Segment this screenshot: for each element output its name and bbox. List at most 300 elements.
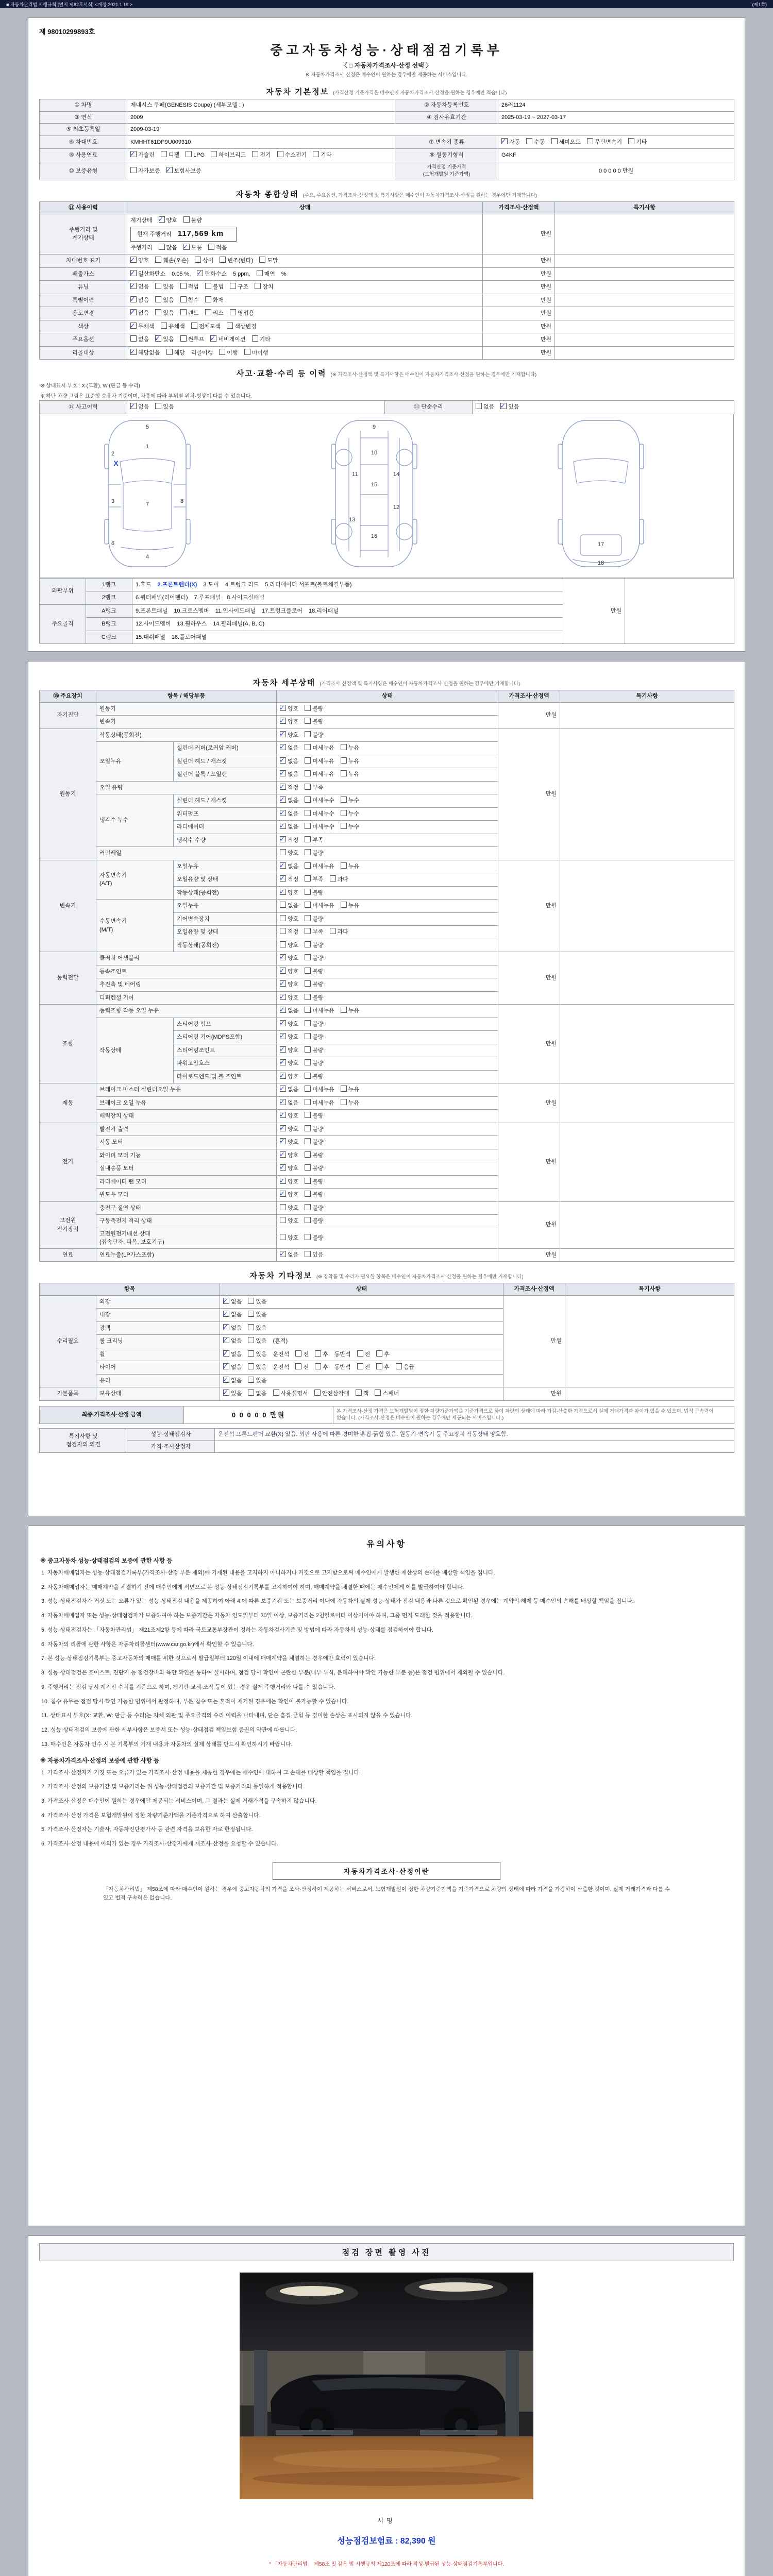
- cell: 만원: [483, 346, 555, 360]
- checkbox[interactable]: [252, 335, 258, 342]
- checkbox[interactable]: [305, 849, 311, 855]
- checkbox[interactable]: [305, 757, 311, 764]
- checkbox[interactable]: [155, 257, 161, 263]
- checkbox[interactable]: [305, 1007, 311, 1013]
- checkbox[interactable]: [500, 403, 507, 409]
- checkbox[interactable]: [277, 151, 283, 157]
- checkbox[interactable]: [180, 296, 187, 302]
- cell: 윈도우 모터: [96, 1189, 277, 1202]
- checkbox[interactable]: [341, 810, 347, 816]
- checkbox[interactable]: [341, 862, 347, 869]
- checkbox[interactable]: [341, 770, 347, 776]
- cell: 양호 불량: [277, 939, 498, 952]
- checkbox[interactable]: [248, 1377, 254, 1383]
- checkbox[interactable]: [305, 1138, 311, 1144]
- legal-footnote: * 「자동차관리법」 제58조 및 같은 법 시행규칙 제120조에 따라 작성·발급된 성능·상태점검기록부입니다.: [268, 2562, 504, 2567]
- cell: ✓ 없음 미세누수 누수: [277, 821, 498, 834]
- cell: 배출가스: [40, 267, 127, 281]
- cell: ✓ 양호 불량: [277, 1149, 498, 1162]
- card-detail-condition: [28, 661, 745, 1516]
- checkbox[interactable]: [280, 744, 286, 750]
- checkbox[interactable]: [191, 323, 197, 329]
- checkbox[interactable]: [280, 784, 286, 790]
- checkbox[interactable]: [248, 1363, 254, 1369]
- checkbox[interactable]: [280, 810, 286, 816]
- panel-number-label: 6: [111, 540, 115, 547]
- cell: 기본품목: [40, 1387, 96, 1401]
- checkbox[interactable]: [305, 1151, 311, 1158]
- checkbox[interactable]: [186, 151, 192, 157]
- checkbox[interactable]: [280, 849, 286, 855]
- checkbox[interactable]: [223, 1298, 229, 1304]
- checkbox[interactable]: [628, 138, 634, 144]
- checkbox[interactable]: [183, 244, 190, 250]
- checkbox[interactable]: [248, 1350, 254, 1357]
- checkbox[interactable]: [130, 403, 137, 409]
- panel-number-label: 17: [597, 541, 604, 548]
- panel-number-label: 15: [371, 481, 378, 488]
- cell: [555, 307, 734, 320]
- cell: ✓ 없음 있음: [220, 1321, 503, 1335]
- checkbox[interactable]: [259, 257, 265, 263]
- cell: 2009-03-19: [127, 124, 734, 136]
- checkbox[interactable]: [330, 875, 336, 882]
- cell: B랭크: [86, 618, 132, 631]
- overall-condition-table: [39, 201, 734, 360]
- notice-item: 4. 가격조사·산정 가격은 보험개발원이 정한 차량기준가액을 기준가격으로 하여 산출합니다.: [41, 1812, 261, 1819]
- checkbox[interactable]: [280, 731, 286, 737]
- cell: 작동상태(공회전): [174, 886, 277, 900]
- checkbox[interactable]: [305, 770, 311, 776]
- checkbox[interactable]: [280, 1112, 286, 1118]
- checkbox[interactable]: [155, 403, 161, 409]
- section-title-etc: 자동차 기타정보 (※ 장착품 및 수리가 필요한 항목은 매수인이 자동차가격조사·산정을 원하는 경우에만 기재합니다): [249, 1272, 524, 1280]
- checkbox[interactable]: [280, 968, 286, 974]
- checkbox[interactable]: [130, 283, 137, 289]
- checkbox[interactable]: [305, 1234, 311, 1240]
- cell: 만원: [503, 1387, 565, 1401]
- checkbox[interactable]: [356, 1389, 362, 1396]
- checkbox[interactable]: [195, 257, 201, 263]
- checkbox[interactable]: [280, 1217, 286, 1223]
- checkbox[interactable]: [280, 1191, 286, 1197]
- cell: ⑫ 사고이력: [40, 401, 127, 414]
- cell: ✓ 양호 불량: [277, 1175, 498, 1189]
- checkbox[interactable]: [341, 1086, 347, 1092]
- checkbox[interactable]: [280, 994, 286, 1000]
- checkbox[interactable]: [305, 823, 311, 829]
- checkbox[interactable]: [280, 941, 286, 947]
- checkbox[interactable]: [280, 1086, 286, 1092]
- checkbox[interactable]: [280, 902, 286, 908]
- cell: 만원: [563, 578, 625, 644]
- checkbox[interactable]: [180, 283, 187, 289]
- cell: 오일누유: [174, 900, 277, 913]
- photo-section-title: 점검 장면 촬영 사진: [39, 2243, 734, 2261]
- checkbox[interactable]: [305, 1125, 311, 1131]
- price-option-select[interactable]: 〈 □ 자동차가격조사·산정 선택 〉: [341, 62, 432, 69]
- cell: 만원: [498, 1248, 560, 1262]
- cell: 타이어: [96, 1361, 220, 1375]
- cell: 특기사항 및 점검자의 의견: [40, 1429, 127, 1453]
- cell: 원동기: [40, 728, 96, 860]
- checkbox[interactable]: [305, 862, 311, 869]
- checkbox[interactable]: [230, 309, 236, 315]
- checkbox[interactable]: [130, 335, 137, 342]
- cell: 만원: [498, 702, 560, 728]
- basic-table: [39, 99, 734, 180]
- checkbox[interactable]: [280, 823, 286, 829]
- checkbox[interactable]: [159, 216, 165, 223]
- checkbox[interactable]: [223, 1311, 229, 1317]
- checkbox[interactable]: [476, 403, 482, 409]
- checkbox[interactable]: [376, 1363, 382, 1369]
- checkbox[interactable]: [280, 1059, 286, 1065]
- cell: [560, 1005, 734, 1083]
- checkbox[interactable]: [205, 296, 211, 302]
- checkbox[interactable]: [305, 954, 311, 960]
- checkbox[interactable]: [155, 335, 161, 342]
- page-title: 중고자동차성능·상태점검기록부: [270, 43, 503, 58]
- cell: ✓ 없음 미세누유 누유: [277, 860, 498, 873]
- checkbox[interactable]: [130, 309, 137, 315]
- checkbox[interactable]: [257, 270, 263, 276]
- cell: 전기: [40, 1123, 96, 1201]
- checkbox[interactable]: [252, 151, 258, 157]
- panel-number-label: 7: [145, 501, 149, 507]
- checkbox[interactable]: [587, 138, 593, 144]
- cell: 특기사항: [555, 202, 734, 214]
- checkbox[interactable]: [161, 323, 167, 329]
- checkbox[interactable]: [357, 1350, 363, 1357]
- checkbox[interactable]: [305, 1020, 311, 1026]
- checkbox[interactable]: [273, 1389, 279, 1396]
- cell: 오일누유: [174, 860, 277, 873]
- checkbox[interactable]: [341, 796, 347, 803]
- checkbox[interactable]: [375, 1389, 381, 1396]
- checkbox[interactable]: [305, 784, 311, 790]
- checkbox[interactable]: [280, 1007, 286, 1013]
- detail-table: [39, 690, 734, 1262]
- cell: 상태: [277, 690, 498, 703]
- checkbox[interactable]: [208, 244, 214, 250]
- cell: [560, 728, 734, 860]
- cell: ✓ 양호 불량: [277, 978, 498, 992]
- cell: 만원: [498, 952, 560, 1005]
- cell: 가격·조사산정자: [127, 1440, 215, 1453]
- checkbox[interactable]: [314, 1389, 321, 1396]
- checkbox[interactable]: [155, 296, 161, 302]
- checkbox[interactable]: [230, 283, 236, 289]
- form-reference: ■ 자동차관리법 시행규칙 [별지 제82호서식] <개정 2021.1.19.>: [6, 2, 132, 7]
- checkbox[interactable]: [248, 1389, 254, 1396]
- checkbox[interactable]: [280, 1020, 286, 1026]
- cell: 튜닝: [40, 281, 127, 294]
- checkbox[interactable]: [305, 810, 311, 816]
- cell: 만원: [483, 320, 555, 333]
- checkbox[interactable]: [155, 309, 161, 315]
- section-title-detail: 자동차 세부상태 (가격조사·산정액 및 특기사항은 매수인이 자동차가격조사·산정을 원하는 경우에만 기재합니다): [253, 679, 520, 687]
- basic-info-table: [39, 99, 734, 180]
- checkbox[interactable]: [280, 705, 286, 711]
- checkbox[interactable]: [280, 1046, 286, 1053]
- checkbox[interactable]: [166, 349, 173, 355]
- checkbox[interactable]: [197, 270, 203, 276]
- cell: 항목 / 해당부품: [96, 690, 277, 703]
- checkbox[interactable]: [205, 309, 211, 315]
- checkbox[interactable]: [248, 1337, 254, 1343]
- cell: 만원: [483, 267, 555, 281]
- cell: ⑨ 원동기형식: [395, 149, 498, 162]
- cell: 변속기: [40, 860, 96, 952]
- checkbox[interactable]: [305, 1204, 311, 1210]
- cell: 9.프론트패널 10.크로스멤버 11.인사이드패널 17.트렁크플로어 18.리어패널: [132, 604, 563, 618]
- checkbox[interactable]: [280, 1204, 286, 1210]
- checkbox[interactable]: [305, 915, 311, 921]
- checkbox[interactable]: [130, 323, 137, 329]
- checkbox[interactable]: [220, 257, 226, 263]
- checkbox[interactable]: [341, 744, 347, 750]
- cell: ✓ 무채색 유채색 전체도색 색상변경: [127, 320, 483, 333]
- checkbox[interactable]: [211, 151, 217, 157]
- cell: 가격조사·산정액: [483, 202, 555, 214]
- checkbox[interactable]: [305, 836, 311, 842]
- cell: 운전석 프론트펜더 교환(X) 있음. 외판 사용에 따른 경미한 흠집·긁힘 있음. 원동기·변속기 등 주요장치 작동상태 양호함.: [215, 1429, 734, 1441]
- cell: 룸 크리닝: [96, 1335, 220, 1348]
- checkbox[interactable]: [166, 167, 173, 173]
- checkbox[interactable]: [280, 1125, 286, 1131]
- checkbox[interactable]: [219, 349, 225, 355]
- checkbox[interactable]: [280, 1033, 286, 1039]
- cell: 본 가격조사·산정 가격은 보험개발원이 정한 차량기준가액을 기준가격으로 하여 차량의 상태에 따라 가감·산출한 가격으로서 실제 거래가격과 차이가 있을 수 있으며, 법적 구속력이 없습니다. (가격조사·산정은 매수인이 원하는 경우에만 제공되는 서비스입니다.): [333, 1406, 734, 1424]
- cell: 가격조사·산정액: [498, 690, 560, 703]
- checkbox[interactable]: [315, 1363, 321, 1369]
- cell: 만원: [503, 1295, 565, 1387]
- checkbox[interactable]: [280, 928, 286, 934]
- checkbox[interactable]: [341, 902, 347, 908]
- cell: ✓ 없음 있음: [220, 1374, 503, 1387]
- checkbox[interactable]: [280, 889, 286, 895]
- checkbox[interactable]: [305, 718, 311, 724]
- checkbox[interactable]: [280, 862, 286, 869]
- checkbox[interactable]: [248, 1311, 254, 1317]
- checkbox[interactable]: [180, 335, 187, 342]
- checkbox[interactable]: [183, 216, 190, 223]
- checkbox[interactable]: [305, 1033, 311, 1039]
- cell: 만원: [498, 1083, 560, 1123]
- cell: [560, 1248, 734, 1262]
- checkbox[interactable]: [341, 1007, 347, 1013]
- cell: 오일 유량: [96, 781, 277, 794]
- checkbox[interactable]: [305, 889, 311, 895]
- checkbox[interactable]: [341, 823, 347, 829]
- checkbox[interactable]: [305, 1251, 311, 1257]
- checkbox[interactable]: [280, 875, 286, 882]
- cell: ✓ 없음 있음: [277, 1248, 498, 1262]
- checkbox[interactable]: [161, 151, 167, 157]
- cell: 만원: [483, 307, 555, 320]
- cell: ✓ 양호 불량: [277, 728, 498, 742]
- card-basic-info: [28, 18, 745, 652]
- checkbox[interactable]: [248, 1298, 254, 1304]
- checkbox[interactable]: [130, 151, 137, 157]
- panel-number-label: 13: [348, 516, 356, 523]
- cell: G4KF: [498, 149, 734, 162]
- checkbox[interactable]: [305, 1191, 311, 1197]
- checkbox[interactable]: [130, 270, 137, 276]
- checkbox[interactable]: [223, 1337, 229, 1343]
- checkbox[interactable]: [280, 915, 286, 921]
- cell: 상태: [220, 1283, 503, 1296]
- cell: 추진축 및 베어링: [96, 978, 277, 992]
- cell: 주요옵션: [40, 333, 127, 347]
- cell: [560, 702, 734, 728]
- checkbox[interactable]: [223, 1389, 229, 1396]
- cell: 없음 ✓ 있음: [473, 401, 734, 414]
- checkbox[interactable]: [223, 1350, 229, 1357]
- cell: 없음 미세누유 누유: [277, 900, 498, 913]
- checkbox[interactable]: [205, 283, 211, 289]
- cell: 색상: [40, 320, 127, 333]
- checkbox[interactable]: [180, 309, 187, 315]
- checkbox[interactable]: [227, 323, 233, 329]
- checkbox[interactable]: [130, 349, 137, 355]
- inspection-insurance-fee: 성능점검보험료 : 82,390 원: [337, 2537, 436, 2546]
- checkbox[interactable]: [155, 283, 161, 289]
- checkbox[interactable]: [280, 954, 286, 960]
- checkbox[interactable]: [305, 1112, 311, 1118]
- checkbox[interactable]: [280, 836, 286, 842]
- checkbox[interactable]: [551, 138, 558, 144]
- checkbox[interactable]: [305, 705, 311, 711]
- cell: ✓ 없음 있음: [220, 1309, 503, 1322]
- checkbox[interactable]: [305, 1217, 311, 1223]
- checkbox[interactable]: [305, 1086, 311, 1092]
- checkbox[interactable]: [223, 1377, 229, 1383]
- checkbox[interactable]: [248, 1324, 254, 1330]
- cell: 냉각수 누수: [96, 794, 174, 847]
- checkbox[interactable]: [305, 744, 311, 750]
- cell: ✓ 없음 미세누유 누유: [277, 1096, 498, 1110]
- cell: 최종 가격조사·산정 금액: [40, 1406, 184, 1424]
- checkbox[interactable]: [305, 875, 311, 882]
- cell: ✓ 양호 불량: [277, 1123, 498, 1136]
- checkbox[interactable]: [280, 757, 286, 764]
- checkbox[interactable]: [280, 718, 286, 724]
- signature-label[interactable]: 서명: [377, 2517, 396, 2524]
- checkbox[interactable]: [305, 1099, 311, 1105]
- cell: 오일누유: [96, 742, 174, 782]
- checkbox[interactable]: [223, 1363, 229, 1369]
- checkbox[interactable]: [305, 1046, 311, 1053]
- checkbox[interactable]: [305, 1178, 311, 1184]
- checkbox[interactable]: [280, 1164, 286, 1171]
- cell: ✓ 양호 불량: [277, 1057, 498, 1071]
- cell: 브레이크 오일 누유: [96, 1096, 277, 1110]
- checkbox[interactable]: [305, 1073, 311, 1079]
- cell: 2025-03-19 ~ 2027-03-17: [498, 111, 734, 124]
- checkbox[interactable]: [280, 1138, 286, 1144]
- checkbox[interactable]: [244, 349, 250, 355]
- panel-number-label: 4: [145, 553, 149, 560]
- checkbox[interactable]: [305, 796, 311, 803]
- checkbox[interactable]: [305, 731, 311, 737]
- checkbox[interactable]: [280, 796, 286, 803]
- cell: 실린더 커버(로커암 커버): [174, 742, 277, 755]
- notice-head-pricing: ※ 자동차가격조사·산정의 보증에 관한 사항 등: [40, 1757, 159, 1764]
- panel-number-label: 12: [393, 504, 400, 511]
- cell: ⑤ 최초등록일: [40, 124, 127, 136]
- checkbox[interactable]: [376, 1350, 382, 1357]
- checkbox[interactable]: [280, 770, 286, 776]
- notice-list-performance: [39, 1569, 734, 1749]
- checkbox[interactable]: [280, 1234, 286, 1240]
- panel-number-label: 8: [180, 498, 184, 504]
- checkbox[interactable]: [357, 1363, 363, 1369]
- panel-number-label: 2: [111, 450, 115, 457]
- checkbox[interactable]: [280, 1251, 286, 1257]
- checkbox[interactable]: [305, 902, 311, 908]
- cell: ✓ 일산화탄소 0.05 %, ✓ 탄화수소 5 ppm, 매연 %: [127, 267, 483, 281]
- finalPrice-table: [39, 1406, 734, 1425]
- checkbox[interactable]: [305, 1164, 311, 1171]
- notice-item: 13. 매수인은 자동차 인수 시 본 기록부의 기재 내용과 자동차의 실제 상태를 반드시 확인하시기 바랍니다.: [41, 1741, 293, 1748]
- checkbox[interactable]: [159, 244, 165, 250]
- checkbox[interactable]: [223, 1324, 229, 1330]
- checkbox[interactable]: [130, 167, 137, 173]
- checkbox[interactable]: [305, 941, 311, 947]
- cell: [560, 1201, 734, 1248]
- checkbox[interactable]: [305, 980, 311, 987]
- checkbox[interactable]: [305, 928, 311, 934]
- checkbox[interactable]: [305, 994, 311, 1000]
- checkbox[interactable]: [295, 1363, 301, 1369]
- checkbox[interactable]: [280, 1073, 286, 1079]
- checkbox[interactable]: [501, 138, 508, 144]
- checkbox[interactable]: [313, 151, 319, 157]
- card-notice: [28, 1526, 745, 2226]
- price-definition-text: 「자동차관리법」 제58조에 따라 매수인이 원하는 경우에 중고자동차의 가격을 조사·산정하여 제공하는 서비스로서, 보험개발원이 정한 차량기준가액을 기준가격으로 차량의 상태에 따라 가격을 가감하여 산출한 것이며, 실제 거래가격과 다를 수 있고 법적 구속력은 없습니다.: [103, 1886, 670, 1901]
- checkbox[interactable]: [280, 980, 286, 987]
- cell: A랭크: [86, 604, 132, 618]
- checkbox[interactable]: [130, 296, 137, 302]
- checkbox[interactable]: [305, 1059, 311, 1065]
- checkbox[interactable]: [280, 1099, 286, 1105]
- checkbox[interactable]: [295, 1350, 301, 1357]
- checkbox[interactable]: [280, 1151, 286, 1158]
- state-code-legend: ※ 상태표시 부호 : X (교환), W (판금 등 수리): [40, 383, 140, 389]
- checkbox[interactable]: [315, 1350, 321, 1357]
- checkbox[interactable]: [341, 757, 347, 764]
- cell: ✓ 없음 미세누수 누수: [277, 794, 498, 808]
- cell: 12.사이드멤버 13.휠하우스 14.필러패널(A, B, C): [132, 618, 563, 631]
- checkbox[interactable]: [130, 257, 137, 263]
- checkbox[interactable]: [396, 1363, 402, 1369]
- cell: [555, 214, 734, 255]
- notice-item: 10. 침수 유무는 점검 당시 확인 가능한 범위에서 판정하며, 부분 침수 또는 흔적이 제거된 경우에는 확인이 불가능할 수 있습니다.: [41, 1698, 349, 1705]
- checkbox[interactable]: [526, 138, 532, 144]
- checkbox[interactable]: [330, 928, 336, 934]
- cell: [565, 1387, 734, 1401]
- checkbox[interactable]: [305, 968, 311, 974]
- checkbox[interactable]: [210, 335, 216, 342]
- cell: 0 0 0 0 0 만원: [184, 1406, 333, 1424]
- cell: ✓ 없음 있음: [220, 1295, 503, 1309]
- checkbox[interactable]: [341, 1099, 347, 1105]
- checkbox[interactable]: [255, 283, 261, 289]
- cell: 1.후드 2.프론트펜더(X) 3.도어 4.트렁크 리드 5.라디에이터 서포트(볼트체결부품): [132, 578, 563, 591]
- checkbox[interactable]: [280, 1178, 286, 1184]
